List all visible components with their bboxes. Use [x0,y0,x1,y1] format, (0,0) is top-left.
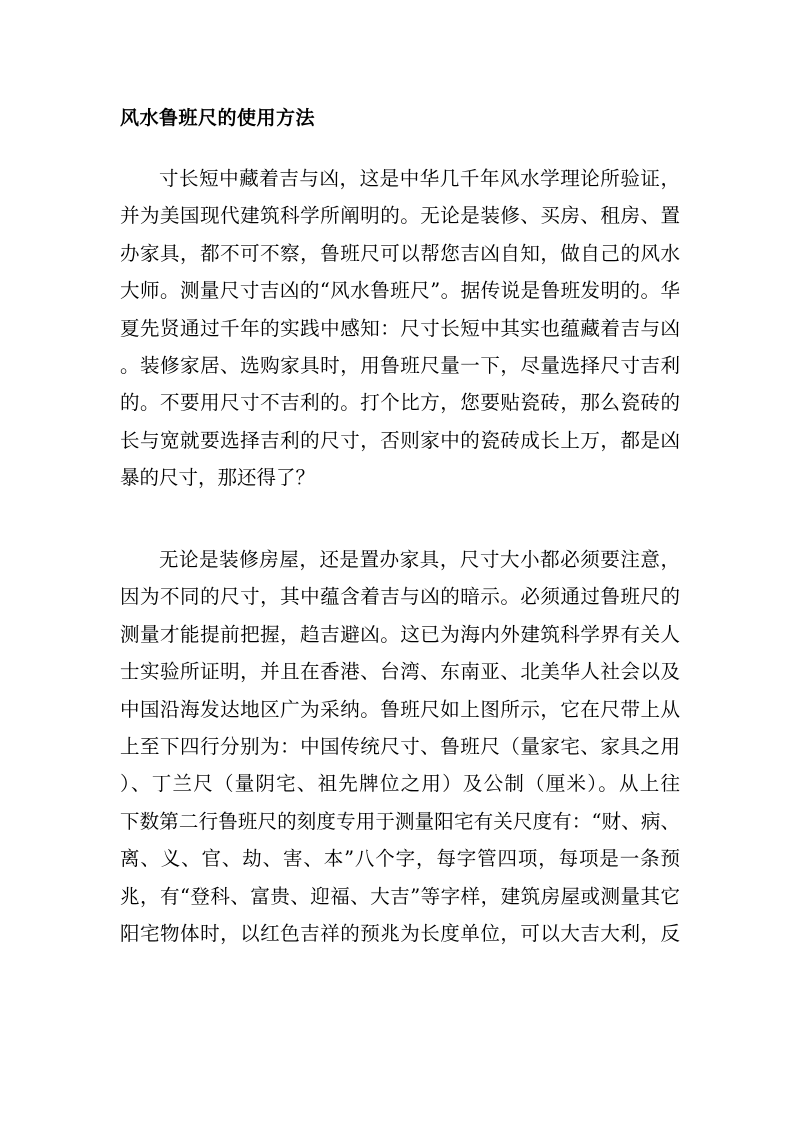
text-line: 夏先贤通过千年的实践中感知：尺寸长短中其实也蕴藏着吉与凶 [120,316,680,340]
text-line: 暴的尺寸，那还得了？ [120,466,316,490]
document-title: 风水鲁班尺的使用方法 [120,107,316,129]
text-line: 。装修家居、选购家具时，用鲁班尺量一下，尽量选择尺寸吉利 [120,353,680,377]
text-line: 离、义、官、劫、害、本”八个字，每字管四项，每项是一条预 [120,847,680,871]
text-line: 士实验所证明，并且在香港、台湾、东南亚、北美华人社会以及 [120,660,680,684]
text-line: 的。不要用尺寸不吉利的。打个比方，您要贴瓷砖，那么瓷砖的 [120,391,680,415]
text-line: 中国沿海发达地区广为采纳。鲁班尺如上图所示，它在尺带上从 [120,697,680,721]
text-line: 阳宅物体时，以红色吉祥的预兆为长度单位，可以大吉大利，反 [120,921,680,945]
text-line: 测量才能提前把握，趋吉避凶。这已为海内外建筑科学界有关人 [120,622,680,646]
text-line: 并为美国现代建筑科学所阐明的。无论是装修、买房、租房、置 [120,204,680,228]
text-line: 兆，有“登科、富贵、迎福、大吉”等字样，建筑房屋或测量其它 [120,884,680,908]
text-line: 无论是装修房屋，还是置办家具，尺寸大小都必须要注意， [159,548,680,571]
paragraph-1 [120,160,680,497]
text-line: 办家具，都不可不察，鲁班尺可以帮您吉凶自知，做自己的风水 [120,241,680,265]
text-line: ）、丁兰尺（量阴宅、祖先牌位之用）及公制（厘米）。从上往 [120,772,680,796]
text-line: 寸长短中藏着吉与凶，这是中华几千年风水学理论所验证， [159,167,680,190]
text-line: 因为不同的尺寸，其中蕴含着吉与凶的暗示。必须通过鲁班尺的 [120,585,680,609]
text-line: 上至下四行分别为：中国传统尺寸、鲁班尺（量家宅、家具之用 [120,734,680,758]
text-line: 下数第二行鲁班尺的刻度专用于测量阳宅有关尺度有：“财、病、 [120,809,680,833]
text-line: 长与宽就要选择吉利的尺寸，否则家中的瓷砖成长上万，都是凶 [120,428,680,452]
text-line: 大师。测量尺寸吉凶的“风水鲁班尺”。据传说是鲁班发明的。华 [120,279,680,303]
paragraph-2 [120,541,680,952]
